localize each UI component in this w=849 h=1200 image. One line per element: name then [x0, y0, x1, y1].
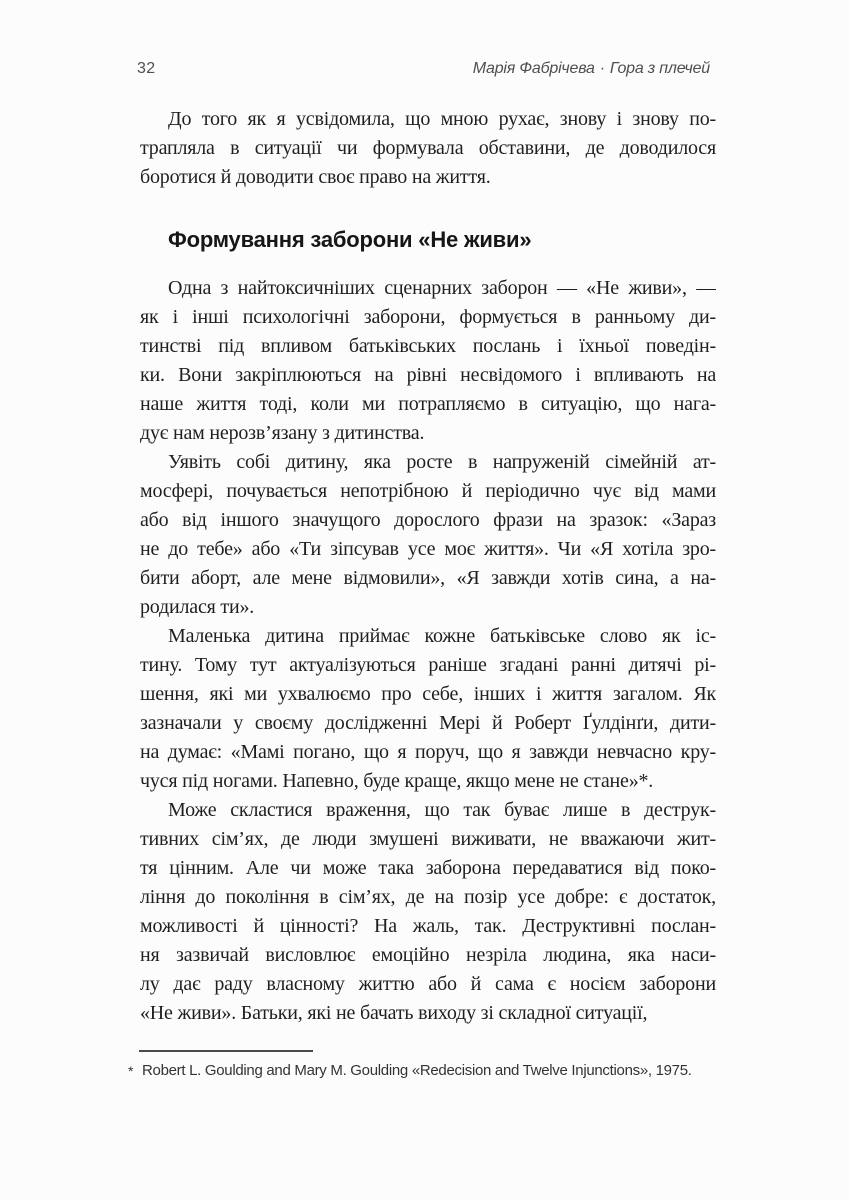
- text-line: шення, які ми ухвалюємо про себе, інших і життя загалом. Як: [140, 683, 716, 705]
- paragraph: [140, 622, 716, 796]
- running-header-title: Гора з плечей: [609, 60, 710, 77]
- text-line: тивних сім’ях, де люди змушені виживати, не вважаючи жит-: [140, 828, 716, 850]
- text-line: або від іншого значущого дорослого фрази на зразок: «Зараз: [140, 509, 716, 531]
- text-line: Уявіть собі дитину, яка росте в напруженій сімейній ат-: [168, 451, 716, 473]
- intro-paragraph: [140, 105, 716, 192]
- footnote-marker: *: [128, 1063, 134, 1079]
- text-line: ки. Вони закріплюються на рівні несвідомого і впливають на: [140, 364, 716, 386]
- text-line: не до тебе» або «Ти зіпсував усе моє життя». Чи «Я хотіла зро-: [140, 538, 716, 560]
- text-line: можливості й цінності? На жаль, так. Деструктивні послан-: [140, 915, 716, 937]
- footnote: [128, 1061, 724, 1081]
- text-line: чуся під ногами. Напевно, буде краще, якщо мене не стане»*.: [140, 770, 654, 792]
- text-line: лу дає раду власному життю або й сама є носієм заборони: [140, 973, 716, 995]
- text-line: тину. Тому тут актуалізуються раніше згадані ранні дитячі рі-: [140, 654, 716, 676]
- text-line: тя цінним. Але чи може така заборона передаватися від поко-: [140, 857, 716, 879]
- text-line: бити аборт, але мене відмовили», «Я завжди хотів сина, а на-: [140, 567, 716, 589]
- section-heading: Формування заборони «Не живи»: [168, 227, 532, 252]
- text-line: До того як я усвідомила, що мною рухає, знову і знову по-: [168, 108, 716, 130]
- text-line: наше життя тоді, коли ми потрапляємо в ситуацію, що нага-: [140, 393, 716, 415]
- text-line: родилася ти».: [140, 596, 255, 618]
- text-line: «Не живи». Батьки, які не бачать виходу зі складної ситуації,: [140, 1002, 648, 1024]
- text-line: трапляла в ситуації чи формувала обставини, де доводилося: [140, 137, 716, 159]
- running-header-text: [473, 58, 710, 80]
- paragraph: [140, 448, 716, 622]
- text-line: ня зазвичай висловлює емоційно незріла людина, яка наси-: [140, 944, 716, 966]
- text-line: на думає: «Мамі погано, що я поруч, що я завжди невчасно кру-: [140, 741, 716, 763]
- text-line: тинстві під впливом батьківських послань і їхньої поведін-: [140, 335, 716, 357]
- footnote-text: Robert L. Goulding and Mary M. Goulding «Redecision and Twelve Injunctions», 1975.: [142, 1062, 692, 1079]
- text-line: мосфері, почувається непотрібною й періодично чує від мами: [140, 480, 716, 502]
- text-line: як і інші психологічні заборони, формується в ранньому ди-: [140, 306, 716, 328]
- footnote-rule: [139, 1050, 313, 1052]
- running-header-author: Марія Фабрічева: [472, 60, 595, 77]
- paragraph: [140, 796, 716, 1028]
- text-line: зазначали у своєму дослідженні Мері й Роберт Ґулдінґи, дити-: [140, 712, 716, 734]
- text-line: ління до покоління в сім’ях, де на позір усе добре: є достаток,: [140, 886, 716, 908]
- page-number: 32: [137, 60, 156, 77]
- text-line: Може скластися враження, що так буває лише в деструк-: [168, 799, 716, 821]
- running-header-separator: ·: [599, 60, 605, 77]
- text-line: Маленька дитина приймає кожне батьківське слово як іс-: [168, 625, 716, 647]
- text-line: Одна з найтоксичніших сценарних заборон — «Не живи», —: [168, 277, 716, 299]
- body-paragraphs: [140, 274, 716, 1028]
- paragraph: [140, 274, 716, 448]
- text-line: боротися й доводити своє право на життя.: [140, 166, 491, 188]
- running-header: [137, 58, 716, 82]
- text-line: дує нам нерозв’язану з дитинства.: [140, 422, 425, 444]
